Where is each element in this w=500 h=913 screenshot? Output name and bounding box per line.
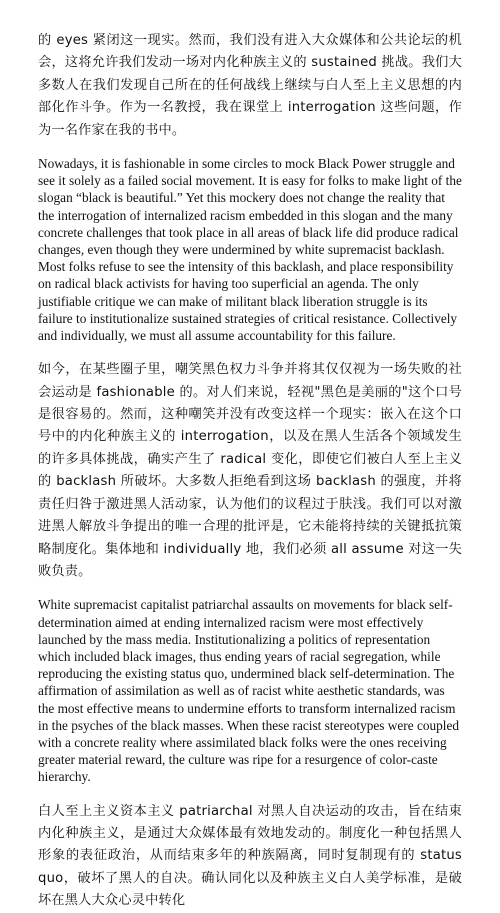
paragraph-zh-3: 白人至上主义资本主义 patriarchal 对黑人自决运动的攻击，旨在结束内化种族主义，是通过大众媒体最有效地发动的。制度化一种包括黑人形象的表征政治，从而结束多年的种族隔离，同时复制现有的 status quo，破坏了黑人的自决。确认同化以及种族主义白人美学标准，是破坏在黑人大众心灵中转化 (38, 803, 462, 909)
paragraph-en-2: White supremacist capitalist patriarchal assaults on movements for black self-determination aimed at ending internalized racism were most effectively launched by the mass media. Institutionalizing a politics of representation which included black images, thus ending years of racial segregation, while reproducing the existing status quo, undermined black self-determination. The affirmation of assimilation as well as of racist white aesthetic standards, was the most effective means to undermine efforts to transform internalized racism in the psyches of the black masses. When these racist stereotypes were coupled with a concrete reality where assimilated black folks were the ones receiving greater material reward, the culture was ripe for a resurgence of color-caste hierarchy. (38, 597, 460, 785)
paragraph-zh-2: 如今，在某些圈子里，嘲笑黑色权力斗争并将其仅仅视为一场失败的社会运动是 fashionable 的。对人们来说，轻视"黑色是美丽的"这个口号是很容易的。然而，这种嘲笑并没有改变这样一个现实：嵌入在这个口号中的内化种族主义的 interrogation，以及在黑人生活各个领域发生的许多具体挑战，确实产生了 radical 变化，即使它们被白人至上主义的 backlash 所破坏。大多数人拒绝看到这场 backlash 的强度，并将责任归咎于激进黑人活动家，认为他们的议程过于肤浅。我们可以对激进黑人解放斗争提出的唯一合理的批评是，它未能将持续的关键抵抗策略制度化。集体地和 individually 地，我们必须 all assume 对这一失败负责。 (38, 362, 462, 579)
document-page (38, 30, 462, 913)
paragraph-zh-1: 的 eyes 紧闭这一现实。然而，我们没有进入大众媒体和公共论坛的机会，这将允许我们发动一场对内化种族主义的 sustained 挑战。我们大多数人在我们发现自己所在的任何战线上继续与白人至上主义思想的内部化作斗争。作为一名教授，我在课堂上 interrogation 这些问题，作为一名作家在我的书中。 (38, 33, 462, 138)
paragraph-en-1: Nowadays, it is fashionable in some circles to mock Black Power struggle and see it solely as a failed social movement. It is easy for folks to make light of the slogan “black is beautiful.” Yet this mockery does not change the reality that the interrogation of internalized racism embedded in this slogan and the many concrete challenges that took place in all areas of black life did produce radical changes, even though they were undermined by white supremacist backlash. Most folks refuse to see the intensity of this backlash, and place responsibility on radical black activists for having too superficial an agenda. The only justifiable critique we can make of militant black liberation struggle is its failure to institutionalize sustained strategies of critical resistance. Collectively and individually, we must all assume accountability for this failure. (38, 156, 462, 344)
